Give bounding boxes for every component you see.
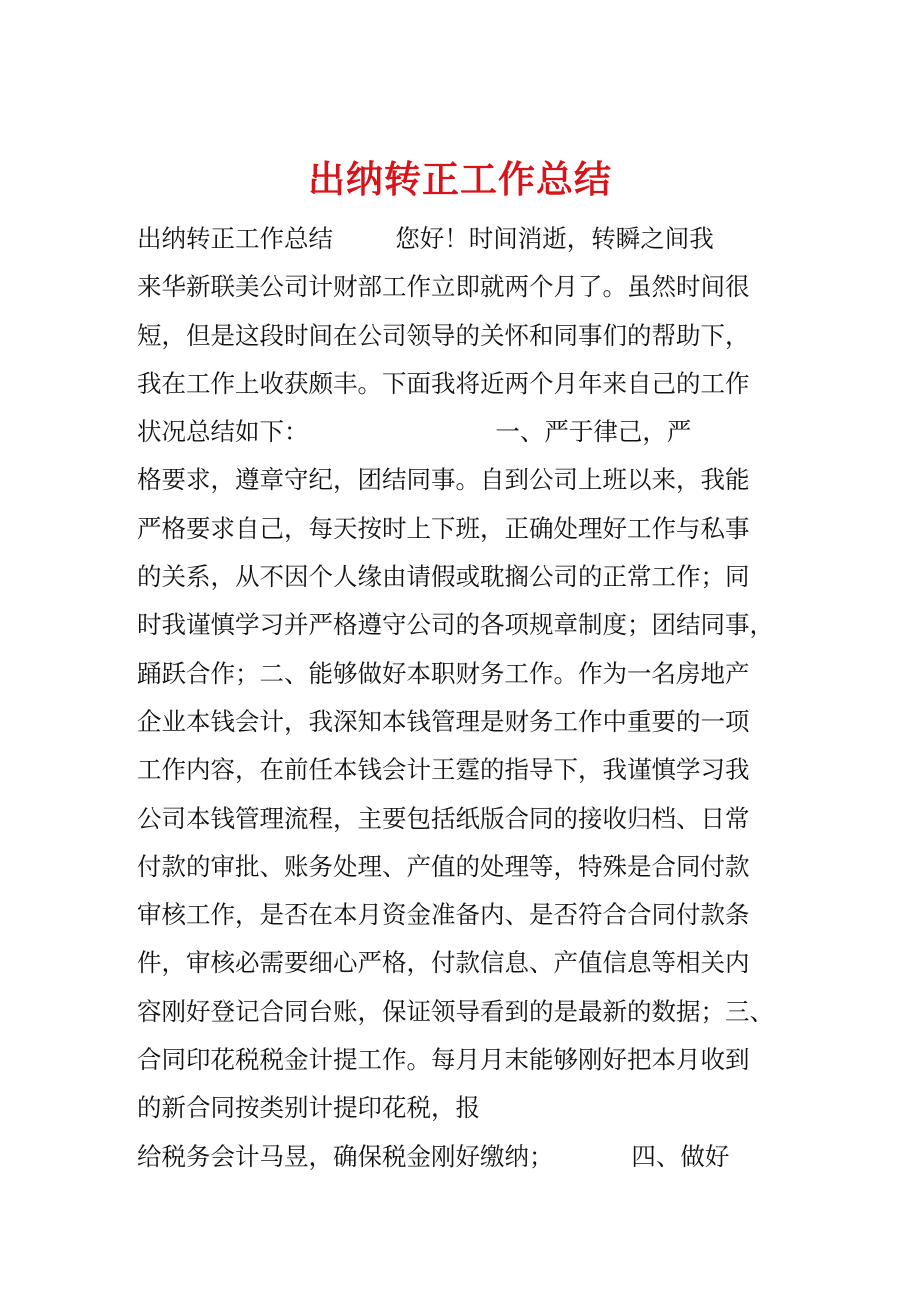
body-line: 合同印花税税金计提工作。每月月末能够刚好把本月收到 bbox=[137, 1045, 750, 1075]
body-line: 给税务会计马昱，确保税金刚好缴纳； 四、做好 bbox=[137, 1141, 730, 1171]
body-line: 状况总结如下： 一、严于律己，严 bbox=[137, 417, 692, 447]
body-line: 踊跃合作；二、能够做好本职财务工作。作为一名房地产 bbox=[137, 658, 750, 688]
body-line: 出纳转正工作总结 您好！时间消逝，转瞬之间我 bbox=[137, 224, 714, 253]
body-line: 来华新联美公司计财部工作立即就两个月了。虽然时间很 bbox=[137, 272, 750, 302]
body-line: 公司本钱管理流程，主要包括纸版合同的接收归档、日常 bbox=[137, 803, 750, 833]
body-line: 付款的审批、账务处理、产值的处理等，特殊是合同付款 bbox=[137, 851, 750, 881]
body-line: 短，但是这段时间在公司领导的关怀和同事们的帮助下， bbox=[137, 320, 750, 350]
body-line: 审核工作，是否在本月资金准备内、是否符合合同付款条 bbox=[137, 900, 750, 930]
body-line: 容刚好登记合同台账，保证领导看到的是最新的数据；三、 bbox=[137, 996, 774, 1026]
body-line: 的新合同按类别计提印花税，报 bbox=[137, 1093, 480, 1123]
body-line: 企业本钱会计，我深知本钱管理是财务工作中重要的一项 bbox=[137, 706, 750, 736]
body-line: 时我谨慎学习并严格遵守公司的各项规章制度；团结同事， bbox=[137, 610, 774, 640]
document-title: 出纳转正工作总结 bbox=[308, 158, 612, 201]
body-line: 我在工作上收获颇丰。下面我将近两个月年来自己的工作 bbox=[137, 368, 750, 398]
body-line: 格要求，遵章守纪，团结同事。自到公司上班以来，我能 bbox=[137, 465, 750, 495]
body-line: 件，审核必需要细心严格，付款信息、产值信息等相关内 bbox=[137, 948, 750, 978]
document-body bbox=[137, 215, 837, 1181]
body-line: 工作内容，在前任本钱会计王霆的指导下，我谨慎学习我 bbox=[137, 755, 750, 785]
body-line: 的关系，从不因个人缘由请假或耽搁公司的正常工作；同 bbox=[137, 562, 750, 592]
body-line: 严格要求自己，每天按时上下班，正确处理好工作与私事 bbox=[137, 513, 750, 543]
